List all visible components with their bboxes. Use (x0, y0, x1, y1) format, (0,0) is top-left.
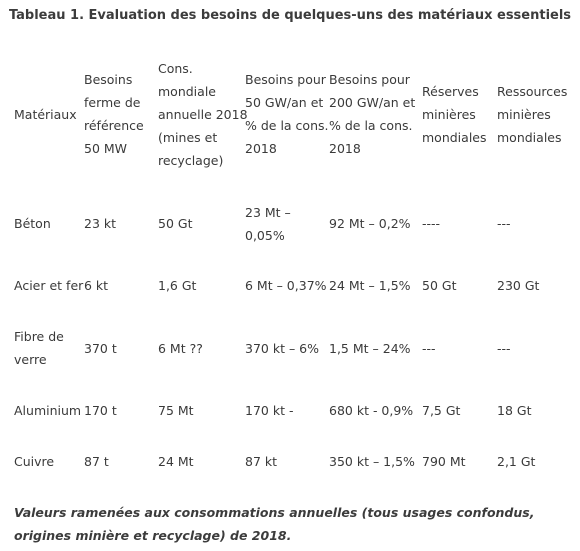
cell-ressources: 18 Gt (497, 403, 532, 418)
cell-besoins-200gw: 92 Mt – 0,2% (329, 216, 411, 231)
cell-ressources: --- (497, 216, 511, 231)
cell-material: Acier et fer (14, 278, 84, 293)
cell-besoins-ferme: 23 kt (84, 216, 117, 231)
cell-material: Fibre de verre (14, 329, 64, 367)
cell-cons-mondiale: 6 Mt ?? (158, 341, 203, 356)
cell-besoins-50gw: 170 kt - (245, 403, 294, 418)
cell-cons-mondiale: 1,6 Gt (158, 278, 197, 293)
header-besoins-200gw: Besoins pour 200 GW/an et % de la cons. 2018 (329, 72, 416, 156)
cell-besoins-ferme: 6 kt (84, 278, 109, 293)
header-reserves: Réserves minières mondiales (422, 84, 487, 145)
cell-material: Aluminium (14, 403, 82, 418)
cell-cons-mondiale: 24 Mt (158, 454, 194, 469)
cell-besoins-ferme: 170 t (84, 403, 117, 418)
cell-ressources: --- (497, 341, 511, 356)
cell-besoins-50gw: 6 Mt – 0,37% (245, 278, 327, 293)
cell-besoins-200gw: 350 kt – 1,5% (329, 454, 415, 469)
cell-reserves: --- (422, 341, 436, 356)
cell-cons-mondiale: 75 Mt (158, 403, 194, 418)
cell-material: Cuivre (14, 454, 55, 469)
cell-besoins-200gw: 24 Mt – 1,5% (329, 278, 411, 293)
cell-material: Béton (14, 216, 51, 231)
header-besoins-ferme: Besoins ferme de référence 50 MW (84, 72, 144, 156)
cell-ressources: 2,1 Gt (497, 454, 536, 469)
cell-besoins-50gw: 370 kt – 6% (245, 341, 319, 356)
table-title: Tableau 1. Evaluation des besoins de quelques-uns des matériaux essentiels (8, 8, 572, 23)
header-cons-mondiale: Cons. mondiale annuelle 2018 (mines et recyclage) (158, 61, 248, 168)
cell-besoins-200gw: 1,5 Mt – 24% (329, 341, 411, 356)
cell-besoins-50gw: 87 kt (245, 454, 278, 469)
cell-reserves: 50 Gt (422, 278, 457, 293)
cell-besoins-ferme: 370 t (84, 341, 117, 356)
cell-besoins-ferme: 87 t (84, 454, 109, 469)
header-besoins-50gw: Besoins pour 50 GW/an et % de la cons. 2018 (245, 72, 329, 156)
cell-reserves: 7,5 Gt (422, 403, 461, 418)
cell-besoins-200gw: 680 kt - 0,9% (329, 403, 414, 418)
table-footnote: Valeurs ramenées aux consommations annuelles (tous usages confondus, origines minière et recyclage) de 2018. (14, 505, 535, 543)
header-ressources: Ressources minières mondiales (497, 84, 568, 145)
cell-besoins-50gw: 23 Mt – 0,05% (245, 205, 291, 243)
cell-cons-mondiale: 50 Gt (158, 216, 193, 231)
cell-reserves: 790 Mt (422, 454, 466, 469)
cell-reserves: ---- (422, 216, 441, 231)
cell-ressources: 230 Gt (497, 278, 540, 293)
header-materiaux: Matériaux (14, 107, 77, 122)
